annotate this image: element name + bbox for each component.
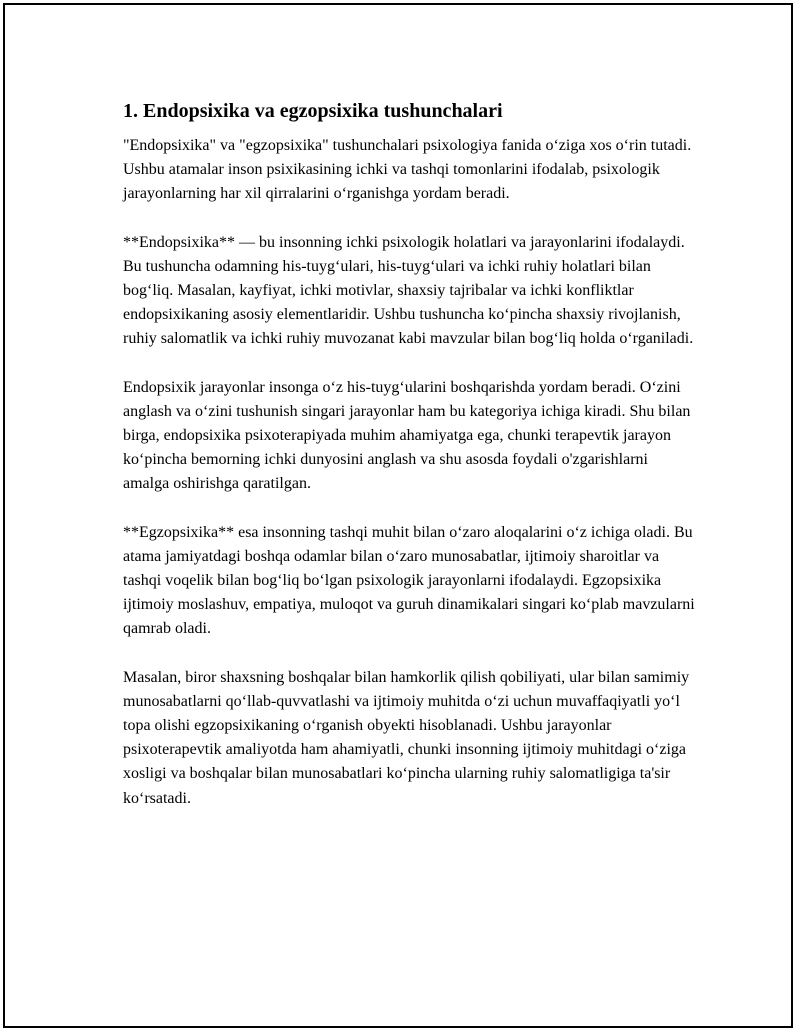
document-body xyxy=(123,99,695,835)
paragraph-egzopsixika-definition: **Egzopsixika** esa insonning tashqi muhit bilan o‘zaro aloqalarini o‘z ichiga oladi. Bu atama jamiyatdagi boshqa odamlar bilan o‘zaro munosabatlar, ijtimoiy sharoitlar va tashqi voqelik bilan bog‘liq bo‘lgan psixologik jarayonlarni ifodalaydi. Egzopsixika ijtimoiy moslashuv, empatiya, muloqot va guruh dinamikalari singari ko‘plab mavzularni qamrab oladi. xyxy=(123,523,695,638)
document-title: 1. Endopsixika va egzopsixika tushunchalari xyxy=(123,100,503,122)
page-frame xyxy=(3,3,793,1028)
paragraph-intro: "Endopsixika" va "egzopsixika" tushunchalari psixologiya fanida o‘ziga xos o‘rin tutadi. Ushbu atamalar inson psixikasining ichki va tashqi tomonlarini ifodalab, psixologik jarayonlarning har xil qirralarini o‘rganishga yordam beradi. xyxy=(123,137,692,203)
paragraph-endopsixika-definition: **Endopsixika** — bu insonning ichki psixologik holatlari va jarayonlarini ifodalaydi. Bu tushuncha odamning his-tuyg‘ulari, his-tuyg‘ulari va ichki ruhiy holatlari bilan bog‘liq. Masalan, kayfiyat, ichki motivlar, shaxsiy tajribalar va ichki konfliktlar endopsixikaning asosiy elementlaridir. Ushbu tushuncha ko‘pincha shaxsiy rivojlanish, ruhiy salomatlik va ichki ruhiy muvozanat kabi mavzular bilan bog‘liq holda o‘rganiladi. xyxy=(123,233,694,348)
paragraph-endopsixik-processes: Endopsixik jarayonlar insonga o‘z his-tuyg‘ularini boshqarishda yordam beradi. O‘zini anglash va o‘zini tushunish singari jarayonlar ham bu kategoriya ichiga kiradi. Shu bilan birga, endopsixika psixoterapiyada muhim ahamiyatga ega, chunki terapevtik jarayon ko‘pincha bemorning ichki dunyosini anglash va shu asosda foydali o'zgarishlarni amalga oshirishga qaratilgan. xyxy=(123,378,691,493)
paragraph-egzopsixika-example: Masalan, biror shaxsning boshqalar bilan hamkorlik qilish qobiliyati, ular bilan samimiy munosabatlarni qo‘llab-quvvatlashi va ijtimoiy muhitda o‘zi uchun muvaffaqiyatli yo‘l topa olishi egzopsixikaning o‘rganish obyekti hisoblanadi. Ushbu jarayonlar psixoterapevtik amaliyotda ham ahamiyatli, chunki insonning ijtimoiy muhitdagi o‘ziga xosligi va boshqalar bilan munosabatlari ko‘pincha ularning ruhiy salomatligiga ta'sir ko‘rsatadi. xyxy=(123,668,690,807)
